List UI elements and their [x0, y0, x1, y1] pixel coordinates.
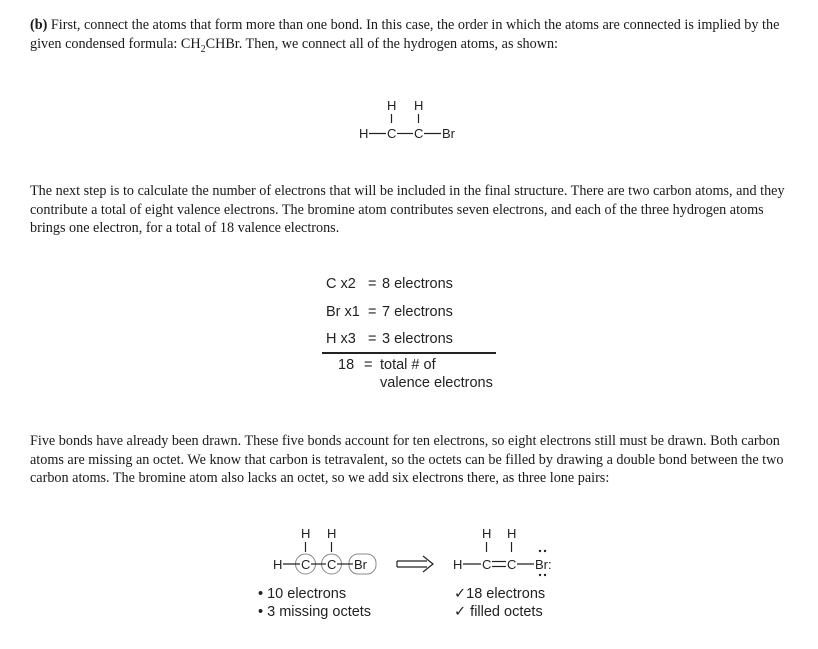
total-label: 18: [338, 357, 355, 373]
intro-paragraph: [30, 16, 790, 59]
left-note-2: • 3 missing octets: [258, 604, 372, 620]
rs-h1: H: [482, 526, 492, 541]
right-structure-diagram: [449, 524, 569, 580]
ls-h2: H: [327, 526, 337, 541]
s1-h2: H: [414, 98, 424, 113]
ls-c1: C: [301, 557, 311, 572]
rs-h2: H: [507, 526, 517, 541]
structure-1-diagram: [355, 96, 475, 146]
row-label: H x3: [326, 331, 356, 347]
rs-h-left: H: [453, 557, 463, 572]
lone-pair-dot: [539, 574, 541, 576]
right-note-1: ✓18 electrons: [454, 586, 546, 602]
ls-c2: C: [327, 557, 337, 572]
sum-line: [322, 352, 496, 354]
part-label: (b): [30, 17, 48, 33]
s1-c1: C: [387, 126, 397, 141]
octet-paragraph: Five bonds have already been drawn. These five bonds account for ten electrons, so eight electrons still must be drawn. Both carbon atoms are missing an octet. We know that carbon is tetravalent, so the octets can be filled by drawing a double bond between the two carbon atoms. The bromine atom also lacks an octet, so we add six electrons there, as three lone pairs:: [30, 433, 784, 486]
row-eq: =: [368, 276, 377, 292]
s1-h-left: H: [359, 126, 369, 141]
total-row: [338, 357, 436, 373]
intro-subscript: 2: [200, 43, 206, 55]
row-value: 3 electrons: [382, 331, 453, 347]
double-arrow-icon: [395, 554, 439, 574]
table-row: [326, 331, 453, 347]
intro-text-b: CHBr. Then, we connect all of the hydrogen atoms, as shown:: [205, 35, 558, 52]
lone-pair-dot: [544, 574, 546, 576]
row-value: 7 electrons: [382, 304, 453, 320]
table-row: [326, 276, 453, 292]
row-eq: =: [368, 304, 377, 320]
electron-count-paragraph: The next step is to calculate the number of electrons that will be included in the final structure. There are two carbon atoms, and they contribute a total of eight valence electrons. The bromine atom contributes seven electrons, and each of the three hydrogen atoms brings one electron, for a total of 18 valence electrons.: [30, 183, 785, 236]
s1-br: Br: [442, 126, 455, 141]
ls-h-left: H: [273, 557, 283, 572]
left-note-1: • 10 electrons: [258, 586, 347, 602]
right-note-2: ✓ filled octets: [454, 604, 543, 620]
total-row-2: valence electrons: [380, 375, 493, 391]
lone-pair-dot: [544, 550, 546, 552]
s1-h1: H: [387, 98, 397, 113]
row-label: Br x1: [326, 304, 360, 320]
left-structure-diagram: [270, 524, 390, 580]
s1-c2: C: [414, 126, 424, 141]
rs-c1: C: [482, 557, 492, 572]
row-label: C x2: [326, 276, 356, 292]
ls-h1: H: [301, 526, 311, 541]
rs-br: Br:: [535, 557, 552, 572]
rs-c2: C: [507, 557, 517, 572]
row-value: 8 electrons: [382, 276, 453, 292]
intro-text-a: First, connect the atoms that form more than one bond. In this case, the order in which the atoms are connected is implied by the given condensed formula: CH: [30, 17, 780, 52]
total-eq: =: [364, 357, 373, 373]
table-row: [326, 304, 453, 320]
lone-pair-dot: [539, 550, 541, 552]
total-line1: total # of: [380, 357, 436, 373]
row-eq: =: [368, 331, 377, 347]
ls-br: Br: [354, 557, 367, 572]
